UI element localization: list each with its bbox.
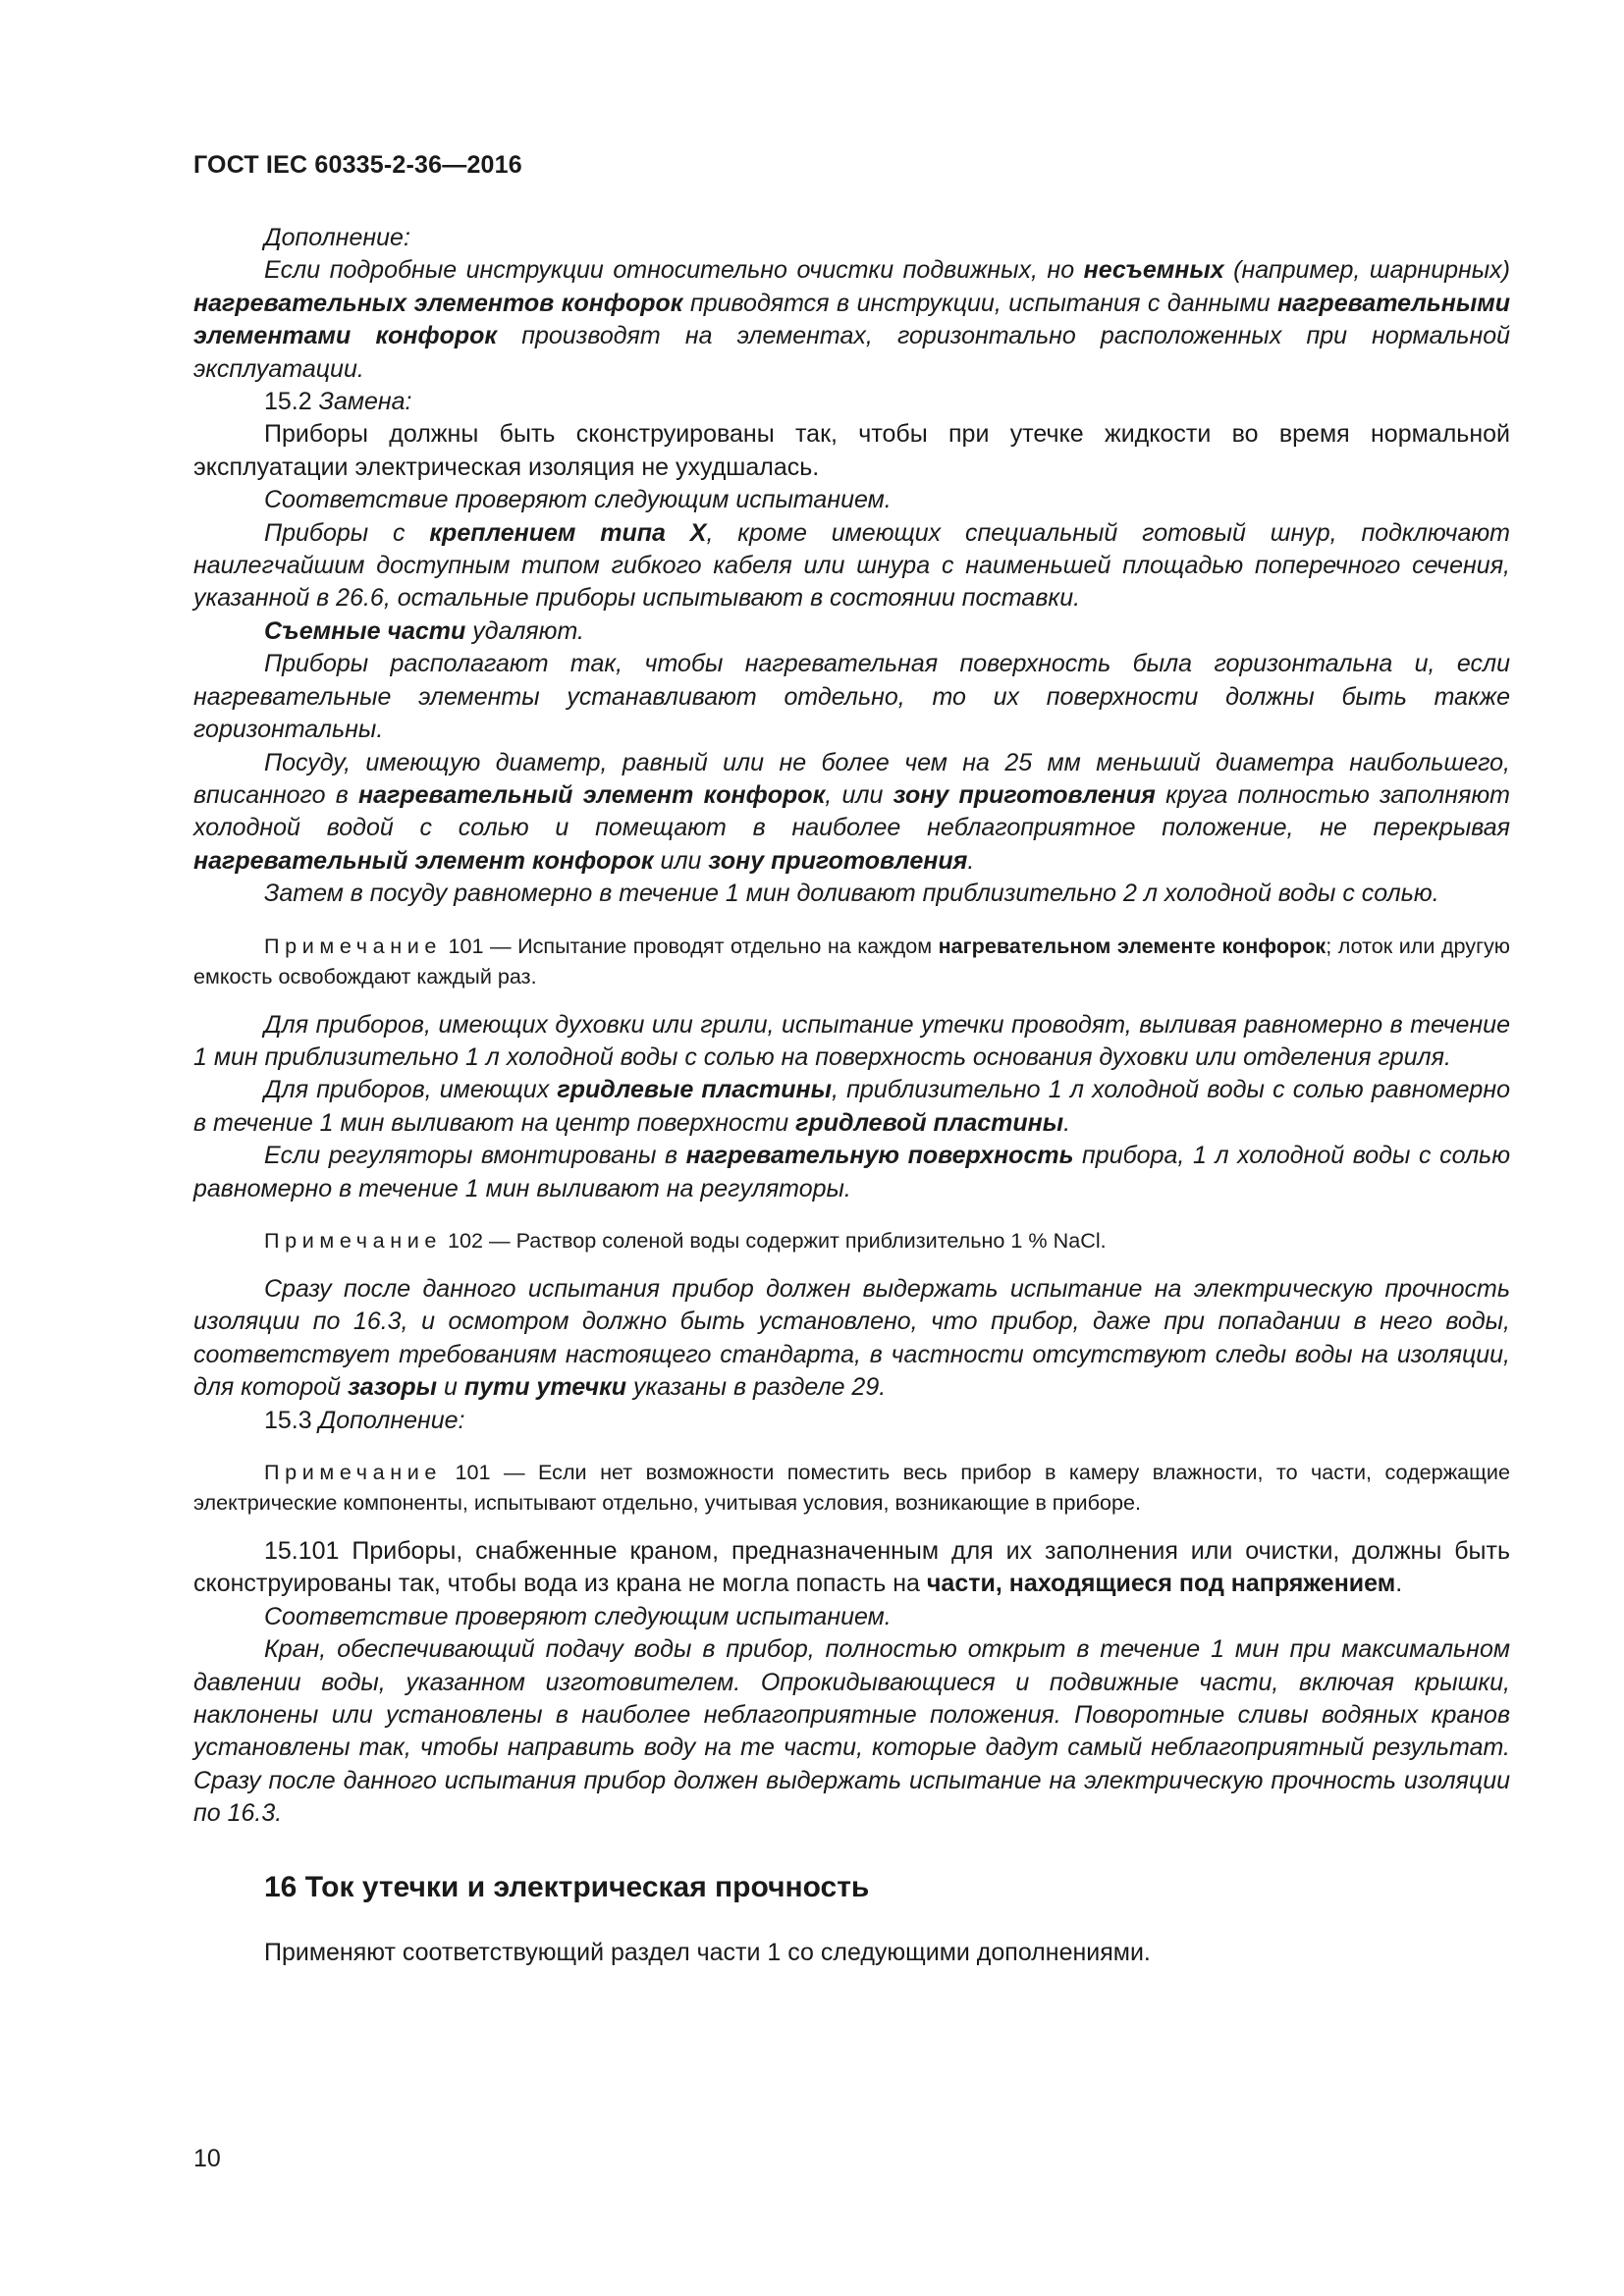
clause-15-101: 15.101 Приборы, снабженные краном, предназначенным для их заполнения или очистки, должны быть сконструированы так, чтобы вода из крана не могла попасть на части, находящиеся под напряжением. — [193, 1537, 1510, 1598]
paragraph-pour-water: Затем в посуду равномерно в течение 1 мин доливают приблизительно 2 л холодной воды с солью. — [264, 880, 1439, 908]
clause-number: 15.2 — [264, 388, 319, 416]
page-number: 10 — [193, 2145, 221, 2172]
term-creepage-distances: пути утечки — [463, 1373, 627, 1402]
note-102: Примечание 102 — Раствор соленой воды содержит приблизительно 1 % NaCl. — [264, 1227, 1107, 1253]
note-label: Примечание — [264, 1227, 442, 1253]
note-101: Примечание 101 — Испытание проводят отдельно на каждом нагревательном элементе конфорок; лоток или другую емкость освобождают каждый раз. — [193, 933, 1510, 988]
term-griddle-plates: гридлевые пластины — [557, 1076, 832, 1104]
paragraph-type-x-attachment: Приборы с креплением типа X, кроме имеющих специальный готовый шнур, подключают наилегчайшим доступным типом гибкого кабеля или шнура с наименьшей площадью поперечного сечения, указанной в 26.6, остальные приборы испытывают в состоянии поставки. — [193, 518, 1510, 613]
term-type-x-attachment: креплением типа X — [429, 518, 707, 547]
paragraph-requirement-leakage: Приборы должны быть сконструированы так, чтобы при утечке жидкости во время нормальной эксплуатации электрическая изоляция не ухудшалась. — [193, 420, 1510, 481]
term-non-detachable: несъемных — [1083, 256, 1224, 285]
term-hob-element: нагревательном элементе конфорок — [938, 933, 1326, 958]
paragraph-compliance-check-2: Соответствие проверяют следующим испытанием. — [264, 1602, 892, 1630]
section-16-heading: 16 Ток утечки и электрическая прочность — [264, 1870, 870, 1903]
paragraph-tap-test: Кран, обеспечивающий подачу воды в прибор, полностью открыт в течение 1 мин при максимальном давлении воды, указанном изготовителем. Опрокидывающиеся и подвижные части, включая крышки, наклонены или установлены в наиболее неблагоприятные положения. Поворотные сливы водяных кранов установлены так, чтобы направить воду на те части, которые дадут самый неблагоприятный результат. Сразу после данного испытания прибор должен выдержать испытание на электрическую прочность изоляции по 16.3. — [193, 1635, 1510, 1828]
clause-15-3: 15.3 Дополнение: — [264, 1406, 465, 1434]
paragraph-compliance-check: Соответствие проверяют следующим испытанием. — [264, 486, 892, 514]
term-clearances: зазоры — [348, 1373, 438, 1402]
term-heating-surface: нагревательную поверхность — [685, 1142, 1074, 1170]
paragraph-detachable-parts: Съемные части удаляют. — [264, 616, 584, 645]
paragraph-vessel: Посуду, имеющую диаметр, равный или не более чем на 25 мм меньший диаметра наибольшего, вписанного в нагревательный элемент конфорок, или зону приготовления круга полностью заполняют холодной водой с солью и помещают в наиболее неблагоприятное положение, не перекрывая нагревательный элемент конфорок или зону приготовления. — [193, 748, 1510, 875]
term-live-parts: части, находящиеся под напряжением — [926, 1570, 1396, 1598]
paragraph-ovens-grills: Для приборов, имеющих духовки или грили, испытание утечки проводят, выливая равномерно в течение 1 мин приблизительно 1 л холодной воды с солью на поверхность основания духовки или отделения гриля. — [193, 1010, 1510, 1071]
paragraph-griddle-plates: Для приборов, имеющих гридлевые пластины, приблизительно 1 л холодной воды с солью равномерно в течение 1 мин выливают на центр поверхности гридлевой пластины. — [193, 1076, 1510, 1137]
term-cooking-zone: зону приготовления — [893, 780, 1156, 809]
paragraph-cleaning-instructions: Если подробные инструкции относительно очистки подвижных, но несъемных (например, шарнирных) нагревательных элементов конфорок приводятся в инструкции, испытания с данными нагревательными элементами конфорок производят на элементах, горизонтально расположенных при нормальной эксплуатации. — [193, 256, 1511, 383]
paragraph-addition-label: Дополнение: — [264, 224, 410, 251]
paragraph-electric-strength: Сразу после данного испытания прибор должен выдержать испытание на электрическую прочность изоляции по 16.3, и осмотром должно быть установлено, что прибор, даже при попадании в него воды, соответствует требованиям настоящего стандарта, в частности отсутствуют следы воды на изоляции, для которой зазоры и пути утечки указаны в разделе 29. — [193, 1274, 1510, 1402]
paragraph-controls: Если регуляторы вмонтированы в нагревательную поверхность прибора, 1 л холодной воды с солью равномерно в течение 1 мин выливают на регуляторы. — [193, 1142, 1511, 1202]
term-griddle-plate: гридлевой пластины — [795, 1108, 1064, 1137]
paragraph-horizontal-surface: Приборы располагают так, чтобы нагревательная поверхность была горизонтальна и, если нагревательные элементы устанавливают отдельно, то их поверхности должны быть также горизонтальны. — [193, 650, 1510, 744]
term-cooking-zone: зону приготовления — [708, 846, 968, 875]
note-label: Примечание — [264, 933, 442, 958]
term-hob-element: нагревательный элемент конфорок — [358, 780, 826, 809]
paragraph-section-16-intro: Применяют соответствующий раздел части 1 со следующими дополнениями. — [264, 1938, 1151, 1966]
document-header: ГОСТ IEC 60335-2-36—2016 — [193, 151, 522, 179]
clause-15-2: 15.2 Замена: — [264, 388, 412, 416]
term-hob-elements: нагревательных элементов конфорок — [193, 289, 683, 317]
document-body — [193, 222, 1510, 1969]
term-hob-elements: нагревательными элементами конфорок — [193, 289, 1510, 350]
note-101-humidity: Примечание 101 — Если нет возможности поместить весь прибор в камеру влажности, то части, содержащие электрические компоненты, испытывают отдельно, учитывая условия, возникающие в приборе. — [193, 1460, 1510, 1515]
clause-number: 15.3 — [264, 1406, 319, 1434]
term-detachable-parts: Съемные части — [264, 616, 466, 645]
term-hob-element: нагревательный элемент конфорок — [193, 846, 654, 875]
note-label: Примечание — [264, 1460, 442, 1484]
